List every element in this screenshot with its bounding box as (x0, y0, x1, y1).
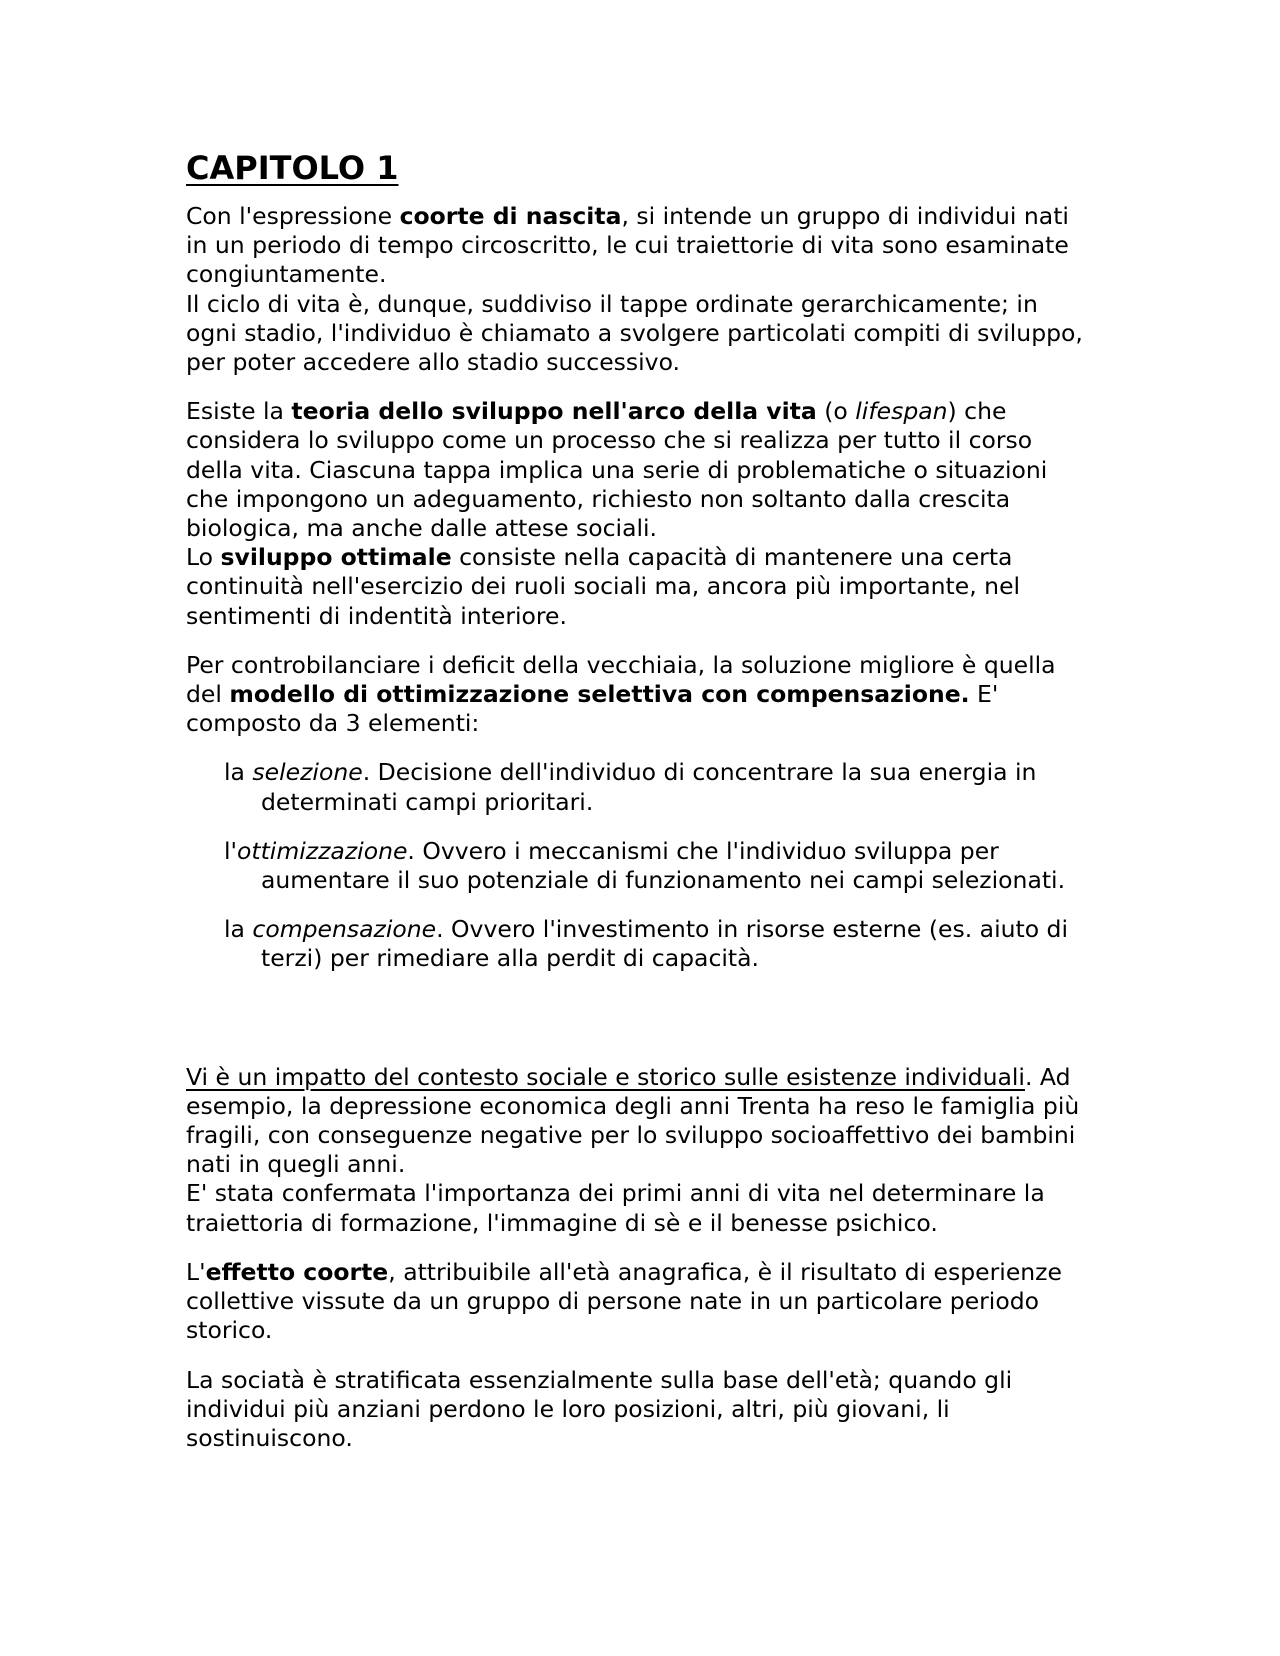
text-span: ) che considera lo sviluppo come un processo che si realizza per tutto il corso della vita. Ciascuna tappa implica una serie di problematiche o situazioni che impongono un adeguamento, richiesto non soltanto dalla crescita biologica, ma anche dalle attese sociali. (186, 397, 1048, 543)
list-item (186, 915, 1096, 973)
paragraph-modello-ottimizzazione (186, 651, 1096, 739)
paragraph-sviluppo-ottimale (186, 543, 1096, 631)
paragraph-lifespan-theory (186, 397, 1096, 543)
text-span: la (224, 758, 253, 787)
bold-term: coorte di nascita (399, 202, 622, 230)
text-span: Esiste la (186, 397, 292, 426)
paragraph-primi-anni: E' stata confermata l'importanza dei primi anni di vita nel determinare la traiettoria di formazione, l'immagine di sè e il benesse psichico. (186, 1179, 1045, 1237)
italic-term: selezione (252, 758, 363, 787)
bold-term: effetto coorte (205, 1257, 389, 1286)
list-item (186, 758, 1096, 816)
underlined-phrase: Vi è un impatto del contesto sociale e storico sulle esistenze individuali (186, 1062, 1025, 1091)
chapter-title: CAPITOLO 1 (186, 149, 399, 187)
text-span: Lo (186, 543, 221, 572)
document-page (186, 148, 1096, 1453)
paragraph-effetto-coorte (186, 1258, 1096, 1346)
italic-term: ottimizzazione (237, 836, 408, 865)
list-item (186, 837, 1096, 895)
bold-term: teoria dello sviluppo nell'arco della vita (291, 397, 817, 426)
text-span: L' (186, 1257, 206, 1286)
text-span: (o (816, 397, 856, 426)
paragraph-societa-stratificata: La sociatà è stratificata essenzialmente sulla base dell'età; quando gli individui più anziani perdono le loro posizioni, altri, più giovani, li sostinuiscono. (186, 1365, 1013, 1452)
paragraph-ciclo-di-vita: Il ciclo di vita è, dunque, suddiviso il tappe ordinate gerarchicamente; in ogni stadio, l'individuo è chiamato a svolgere particolati compiti di sviluppo, per poter accedere allo stadio successivo. (186, 289, 1083, 377)
text-span: E' composto da 3 elementi: (186, 680, 999, 738)
text-span: consiste nella capacità di mantenere una certa continuità nell'esercizio dei ruoli sociali ma, ancora più importante, nel sentimenti di indentità interiore. (186, 543, 1021, 630)
text-span: . Ad esempio, la depressione economica degli anni Trenta ha reso le famiglia più fragili, con conseguenze negative per lo sviluppo socioaffettivo dei bambini nati in quegli anni. (186, 1062, 1080, 1179)
text-span: , attribuibile all'età anagrafica, è il risultato di esperienze collettive vissute da un gruppo di persone nate in un particolare periodo storico. (186, 1257, 1062, 1345)
text-span: Con l'espressione (186, 202, 400, 230)
bold-term: modello di ottimizzazione selettiva con compensazione. (229, 680, 970, 709)
paragraph-contesto-sociale (186, 1063, 1096, 1180)
bold-term: sviluppo ottimale (220, 543, 452, 572)
italic-term: lifespan (855, 397, 948, 426)
spacer (186, 994, 1096, 1063)
elements-list (186, 758, 1096, 973)
text-span: Per controbilanciare i deficit della vecchiaia, la soluzione migliore è quella del (186, 650, 1056, 709)
text-span: . Ovvero i meccanismi che l'individuo sviluppa per aumentare il suo potenziale di funzionamento nei campi selezionati. (261, 836, 1066, 895)
text-span: . Ovvero l'investimento in risorse esterne (es. aiuto di terzi) per rimediare alla perdit di capacità. (261, 915, 1069, 973)
text-span: l' (224, 836, 237, 865)
italic-term: compensazione (252, 915, 437, 944)
text-span: la (224, 915, 253, 944)
text-span: , si intende un gruppo di individui nati in un periodo di tempo circoscritto, le cui traiettorie di vita sono esaminate congiuntamente. (186, 202, 1069, 289)
paragraph-coorte-di-nascita (186, 202, 1096, 290)
text-span: . Decisione dell'individuo di concentrare la sua energia in determinati campi prioritari. (261, 758, 1037, 816)
